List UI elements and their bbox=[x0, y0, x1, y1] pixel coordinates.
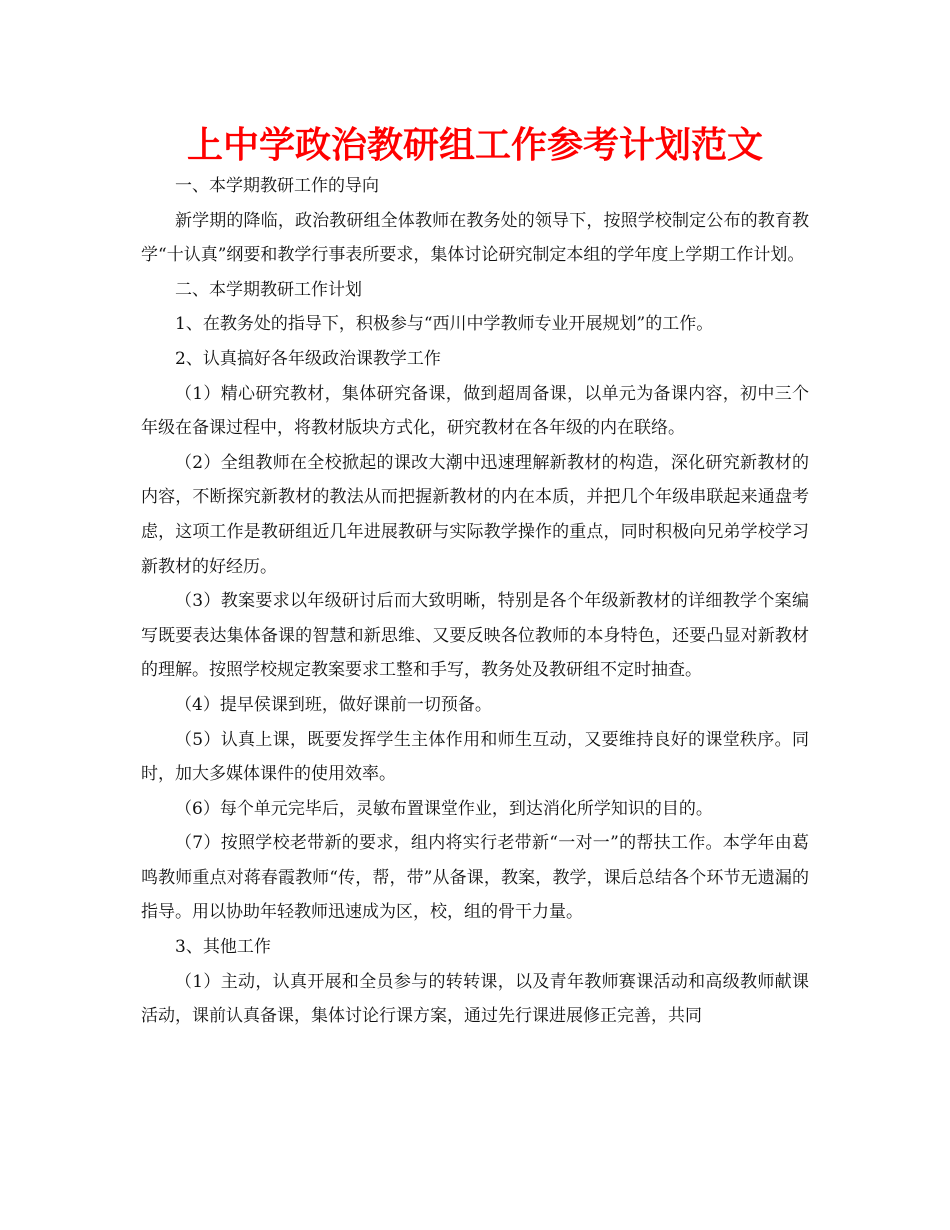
sub-item-7: （7）按照学校老带新的要求，组内将实行老带新“一对一”的帮扶工作。本学年由葛鸣教师重点对蒋春霞教师“传，帮，带”从备课，教案，教学，课后总结各个环节无遗漏的指导。用以协助年轻教师迅速成为区，校，组的骨干力量。 bbox=[141, 833, 809, 923]
paragraph-intro: 新学期的降临，政治教研组全体教师在教务处的领导下，按照学校制定公布的教育教学“十认真”纲要和教学行事表所要求，集体讨论研究制定本组的学年度上学期工作计划。 bbox=[141, 210, 809, 266]
list-item-3: 3、其他工作 bbox=[175, 937, 271, 958]
sub-item-1: （1）精心研究教材，集体研究备课，做到超周备课，以单元为备课内容，初中三个年级在备课过程中，将教材版块方式化，研究教材在各年级的内在联络。 bbox=[141, 383, 809, 439]
section-heading-2: 二、本学期教研工作计划 bbox=[175, 279, 362, 300]
sub-item-5: （5）认真上课，既要发挥学生主体作用和师生互动，又要维持良好的课堂秩序。同时，加大多媒体课件的使用效率。 bbox=[141, 729, 809, 785]
list-item-1: 1、在教务处的指导下，积极参与“西川中学教师专业开展规划”的工作。 bbox=[175, 314, 714, 335]
document-title: 上中学政治教研组工作参考计划范文 bbox=[186, 125, 763, 166]
sub-item-4: （4）提早侯课到班，做好课前一切预备。 bbox=[175, 694, 492, 715]
sub-item-6: （6）每个单元完毕后，灵敏布置课堂作业，到达消化所学知识的目的。 bbox=[175, 798, 713, 819]
document-body bbox=[141, 169, 809, 1034]
other-item-1: （1）主动，认真开展和全员参与的转转课，以及青年教师赛课活动和高级教师献课活动，课前认真备课，集体讨论行课方案，通过先行课进展修正完善，共同 bbox=[141, 971, 809, 1027]
list-item-2: 2、认真搞好各年级政治课教学工作 bbox=[175, 348, 441, 369]
section-heading-1: 一、本学期教研工作的导向 bbox=[175, 176, 379, 196]
sub-item-2: （2）全组教师在全校掀起的课改大潮中迅速理解新教材的构造，深化研究新教材的内容，不断探究新教材的教法从而把握新教材的内在本质，并把几个年级串联起来通盘考虑，这项工作是教研组近几年进展教研与实际教学操作的重点，同时积极向兄弟学校学习新教材的好经历。 bbox=[141, 452, 809, 577]
sub-item-3: （3）教案要求以年级研讨后而大致明晰，特别是各个年级新教材的详细教学个案编写既要表达集体备课的智慧和新思维、又要反映各位教师的本身特色，还要凸显对新教材的理解。按照学校规定教案要求工整和手写，教务处及教研组不定时抽查。 bbox=[141, 591, 809, 681]
